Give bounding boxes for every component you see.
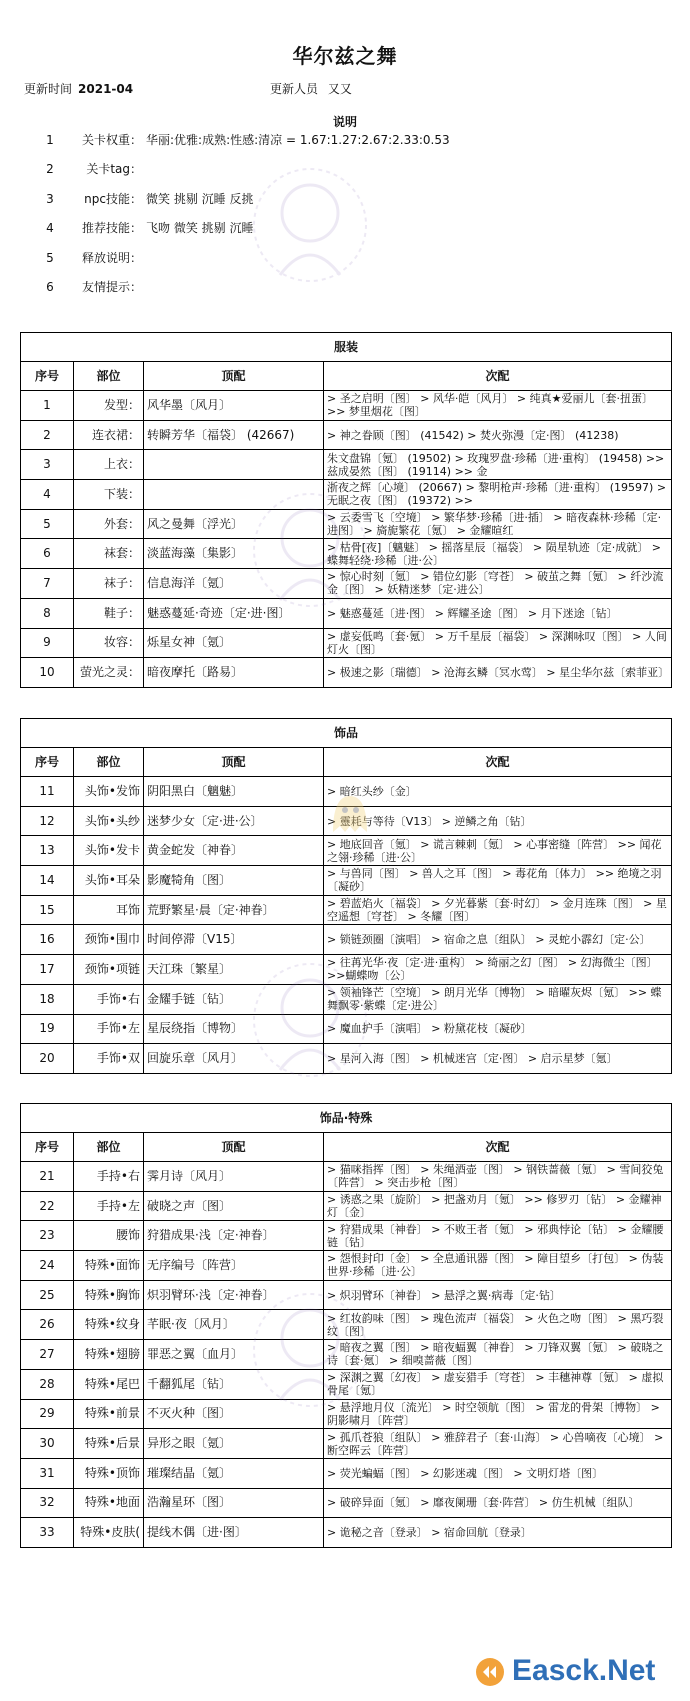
row-top-item: 提线木偶〔进·图〕	[144, 1518, 324, 1548]
table-row	[21, 1340, 672, 1370]
note-key: 友情提示：	[82, 280, 143, 294]
row-sub-items: > 悬浮地月仪〔流光〕 > 时空领航〔图〕 > 雷龙的骨架〔博物〕 > 阴影啸月〔阵营〕	[324, 1399, 672, 1429]
row-number: 29	[21, 1399, 74, 1429]
table-row	[21, 836, 672, 866]
row-top-item: 迷梦少女〔定·进·公〕	[144, 806, 324, 836]
row-number: 6	[21, 539, 74, 569]
note-row	[0, 218, 690, 238]
row-number: 1	[21, 391, 74, 421]
note-row	[0, 159, 690, 179]
table-row	[21, 1369, 672, 1399]
note-value: 华丽:优雅:成熟:性感:清凉 = 1.67:1.27:2.67:2.33:0.53	[146, 133, 450, 147]
section-caption: 饰品	[21, 719, 672, 748]
note-number: 4	[46, 221, 54, 235]
note-number: 5	[46, 251, 54, 265]
row-position: 特殊•翅膀	[74, 1340, 144, 1370]
row-position: 手饰•右	[74, 984, 144, 1014]
table-row	[21, 1044, 672, 1074]
table-row	[21, 420, 672, 450]
header-top: 顶配	[144, 748, 324, 777]
row-position: 发型：	[74, 391, 144, 421]
row-sub-items: > 枯骨[夜]〔魑魅〕 > 摇落星辰〔福袋〕 > 陨星轨迹〔定·成就〕 > 蝶舞轻绕·珍稀〔进·公〕	[324, 539, 672, 569]
row-number: 30	[21, 1429, 74, 1459]
row-number: 7	[21, 569, 74, 599]
row-position: 头饰•发卡	[74, 836, 144, 866]
row-position: 特殊•后景	[74, 1429, 144, 1459]
row-position: 手饰•双	[74, 1044, 144, 1074]
row-sub-items: > 地底回音〔氪〕 > 谎言棘刺〔氪〕 > 心事密缝〔阵营〕 >> 闻花之翎·珍稀〔进·公〕	[324, 836, 672, 866]
row-top-item: 信息海洋〔氪〕	[144, 569, 324, 599]
row-position: 特殊•尾巴	[74, 1369, 144, 1399]
row-top-item: 璀璨结晶〔氪〕	[144, 1458, 324, 1488]
row-position: 下装：	[74, 480, 144, 510]
updater	[270, 80, 352, 97]
row-top-item: 暗夜摩托〔路易〕	[144, 658, 324, 688]
row-number: 31	[21, 1458, 74, 1488]
table-row	[21, 1014, 672, 1044]
row-position: 特殊•面饰	[74, 1251, 144, 1281]
row-sub-items: > 靈耗与等待〔V13〕 > 逆鳞之角〔钻〕	[324, 806, 672, 836]
row-sub-items: > 狩猎成果〔神眷〕 > 不败王者〔氪〕 > 邪典悖论〔钻〕 > 金耀腰链〔钻〕	[324, 1221, 672, 1251]
row-number: 11	[21, 777, 74, 807]
table-row	[21, 628, 672, 658]
row-sub-items: > 暗夜之翼〔图〕 > 暗夜蝠翼〔神眷〕 > 刀锋双翼〔氪〕 > 破晓之诗〔套·氪〕 > 细嗅蔷薇〔图〕	[324, 1340, 672, 1370]
table-row	[21, 1488, 672, 1518]
row-sub-items: > 炽羽臂环〔神眷〕 > 悬浮之翼·病毒〔定·钻〕	[324, 1280, 672, 1310]
row-sub-items: > 暗红头纱〔金〕	[324, 777, 672, 807]
table-row	[21, 1162, 672, 1192]
row-number: 3	[21, 450, 74, 480]
row-sub-items: > 锁链颈圈〔演唱〕 > 宿命之息〔组队〕 > 灵蛇小霹幻〔定·公〕	[324, 925, 672, 955]
row-number: 13	[21, 836, 74, 866]
row-number: 15	[21, 895, 74, 925]
header-no: 序号	[21, 748, 74, 777]
row-number: 19	[21, 1014, 74, 1044]
row-number: 25	[21, 1280, 74, 1310]
row-position: 上衣：	[74, 450, 144, 480]
table-row	[21, 539, 672, 569]
row-sub-items: > 诱惑之果〔旋阶〕 > 把盏劝月〔氪〕 >> 修罗刃〔钻〕 > 金耀神灯〔金〕	[324, 1191, 672, 1221]
row-sub-items: > 碧蓝焰火〔福袋〕 > 夕光暮紫〔套·时幻〕 > 金月连珠〔图〕 > 星空遥想〔穹苍〕 > 冬耀〔图〕	[324, 895, 672, 925]
row-top-item: 时间停滞〔V15〕	[144, 925, 324, 955]
row-sub-items: > 云委雪飞〔空境〕 > 繁华梦·珍稀〔进·插〕 > 暗夜森林·珍稀〔定·进图〕 > 旖旎繁花〔氪〕 > 金耀暄红	[324, 509, 672, 539]
table-row	[21, 450, 672, 480]
table-row	[21, 777, 672, 807]
row-top-item: 烁星女神〔氪〕	[144, 628, 324, 658]
table-row	[21, 509, 672, 539]
row-position: 特殊•地面	[74, 1488, 144, 1518]
row-position: 特殊•顶饰	[74, 1458, 144, 1488]
row-sub-items: > 魅惑蔓延〔进·图〕 > 辉耀圣途〔图〕 > 月下迷途〔钻〕	[324, 598, 672, 628]
row-position: 头饰•发饰	[74, 777, 144, 807]
header-no: 序号	[21, 1133, 74, 1162]
row-sub-items: > 诡秘之音〔登录〕 > 宿命回航〔登录〕	[324, 1518, 672, 1548]
row-top-item: 风华墨〔风月〕	[144, 391, 324, 421]
row-top-item: 黄金蛇发〔神眷〕	[144, 836, 324, 866]
table-row	[21, 806, 672, 836]
table-row	[21, 1458, 672, 1488]
row-top-item: 风之曼舞〔浮光〕	[144, 509, 324, 539]
table-row	[21, 658, 672, 688]
note-number: 1	[46, 133, 54, 147]
row-sub-items: > 怨恨封印〔金〕 > 全息通讯器〔图〕 > 障目望乡〔打包〕 > 伪装世界·珍稀〔进·公〕	[324, 1251, 672, 1281]
row-number: 16	[21, 925, 74, 955]
note-row	[0, 130, 690, 150]
update-time-label: 更新时间	[24, 82, 73, 96]
page-title: 华尔兹之舞	[292, 44, 398, 68]
row-number: 9	[21, 628, 74, 658]
row-number: 28	[21, 1369, 74, 1399]
row-number: 12	[21, 806, 74, 836]
site-watermark-badge	[472, 1650, 677, 1694]
row-top-item: 霁月诗〔风月〕	[144, 1162, 324, 1192]
site-watermark-text: Easck.Net	[512, 1654, 656, 1687]
header-sub: 次配	[324, 362, 672, 391]
row-number: 26	[21, 1310, 74, 1340]
row-top-item: 金耀手链〔钻〕	[144, 984, 324, 1014]
row-number: 10	[21, 658, 74, 688]
row-top-item: 回旋乐章〔风月〕	[144, 1044, 324, 1074]
note-row	[0, 189, 690, 209]
row-number: 17	[21, 955, 74, 985]
row-position: 鞋子：	[74, 598, 144, 628]
row-number: 21	[21, 1162, 74, 1192]
header-sub: 次配	[324, 1133, 672, 1162]
row-position: 腰饰	[74, 1221, 144, 1251]
row-sub-items: 朱文盘锦〔氪〕 (19502) > 玫瑰罗盘·珍稀〔进·重构〕 (19458) >> 兹成晏然〔图〕 (19114) >> 金	[324, 450, 672, 480]
row-position: 颈饰•项链	[74, 955, 144, 985]
row-number: 27	[21, 1340, 74, 1370]
row-number: 4	[21, 480, 74, 510]
table-row	[21, 1518, 672, 1548]
note-key: 释放说明：	[82, 251, 143, 265]
header-pos: 部位	[74, 748, 144, 777]
table-row	[21, 1221, 672, 1251]
row-top-item: 天江珠〔繁星〕	[144, 955, 324, 985]
row-number: 32	[21, 1488, 74, 1518]
row-top-item: 阴阳黑白〔魑魅〕	[144, 777, 324, 807]
note-row	[0, 248, 690, 268]
row-sub-items: > 往苒光华·夜〔定·进·重构〕 > 绮丽之幻〔图〕 > 幻海微尘〔图〕 >>蝴蝶吻〔公〕	[324, 955, 672, 985]
table-row	[21, 925, 672, 955]
section-table	[20, 718, 672, 1074]
row-sub-items: > 圣之启明〔图〕 > 风华·皑〔风月〕 > 纯真★爱丽儿〔套·扭蛋〕 >> 梦里烟花〔图〕	[324, 391, 672, 421]
row-sub-items: > 神之眷顾〔图〕 (41542) > 焚火弥漫〔定·图〕 (41238)	[324, 420, 672, 450]
row-position: 特殊•皮肤(	[74, 1518, 144, 1548]
updater-label: 更新人员	[270, 82, 319, 96]
row-position: 手饰•左	[74, 1014, 144, 1044]
row-top-item: 破晓之声〔图〕	[144, 1191, 324, 1221]
row-sub-items: > 极速之影〔瑞德〕 > 沧海玄鳞〔冥水莺〕 > 星尘华尔兹〔索菲亚〕	[324, 658, 672, 688]
row-sub-items: > 星河入海〔图〕 > 机械迷宫〔定·图〕 > 启示星梦〔氪〕	[324, 1044, 672, 1074]
header-top: 顶配	[144, 1133, 324, 1162]
row-position: 耳饰	[74, 895, 144, 925]
row-top-item: 异形之眼〔氪〕	[144, 1429, 324, 1459]
row-position: 头饰•头纱	[74, 806, 144, 836]
note-row	[0, 277, 690, 297]
header-sub: 次配	[324, 748, 672, 777]
table-row	[21, 1310, 672, 1340]
row-top-item: 狩猎成果·浅〔定·神眷〕	[144, 1221, 324, 1251]
row-position: 外套：	[74, 509, 144, 539]
note-value: 微笑 挑剔 沉睡 反挑	[146, 192, 254, 206]
update-time	[24, 80, 133, 97]
note-number: 3	[46, 192, 54, 206]
site-logo-icon	[474, 1656, 506, 1688]
note-value: 飞吻 微笑 挑剔 沉睡	[146, 221, 254, 235]
row-top-item	[144, 450, 324, 480]
row-position: 特殊•前景	[74, 1399, 144, 1429]
note-number: 6	[46, 280, 54, 294]
row-sub-items: > 猫咪指挥〔图〕 > 朱绳酒壶〔图〕 > 钢铁蔷薇〔氪〕 > 雪间狡兔〔阵营〕 > 突击步枪〔图〕	[324, 1162, 672, 1192]
row-top-item: 千翻狐尾〔钻〕	[144, 1369, 324, 1399]
header-pos: 部位	[74, 362, 144, 391]
row-sub-items: > 惊心时刻〔氪〕 > 错位幻影〔穹苍〕 > 破茧之舞〔氪〕 > 纤沙流金〔图〕 > 妖精迷梦〔定·进公〕	[324, 569, 672, 599]
row-sub-items: > 荧光蝙蝠〔图〕 > 幻影迷魂〔图〕 > 文明灯塔〔图〕	[324, 1458, 672, 1488]
table-row	[21, 598, 672, 628]
row-position: 手持•左	[74, 1191, 144, 1221]
row-number: 20	[21, 1044, 74, 1074]
note-key: 关卡tag：	[86, 162, 142, 176]
header-pos: 部位	[74, 1133, 144, 1162]
row-number: 18	[21, 984, 74, 1014]
note-key: 关卡权重：	[82, 133, 143, 147]
table-row	[21, 391, 672, 421]
update-time-value: 2021-04	[78, 82, 134, 96]
note-key: npc技能：	[84, 192, 142, 206]
row-top-item: 浩瀚星环〔图〕	[144, 1488, 324, 1518]
row-sub-items: > 深渊之翼〔幻夜〕 > 虚妄猎手〔穹苍〕 > 丰穗神尊〔氪〕 > 虚拟骨尾〔氪〕	[324, 1369, 672, 1399]
table-row	[21, 1429, 672, 1459]
header-top: 顶配	[144, 362, 324, 391]
row-top-item: 淡蓝海藻〔集影〕	[144, 539, 324, 569]
row-number: 22	[21, 1191, 74, 1221]
row-sub-items: > 红妆韵味〔图〕 > 瑰色流声〔福袋〕 > 火色之吻〔图〕 > 黑巧裂纹〔图〕	[324, 1310, 672, 1340]
row-position: 连衣裙：	[74, 420, 144, 450]
note-key: 推荐技能：	[82, 221, 143, 235]
row-top-item	[144, 480, 324, 510]
row-sub-items: > 与兽同〔图〕 > 兽人之耳〔图〕 > 毒花角〔体力〕 >> 绝境之羽〔凝砂〕	[324, 866, 672, 896]
row-position: 颈饰•围巾	[74, 925, 144, 955]
row-top-item: 芊眠·夜〔风月〕	[144, 1310, 324, 1340]
row-top-item: 罪恶之翼〔血月〕	[144, 1340, 324, 1370]
updater-value: 又又	[327, 82, 352, 96]
row-number: 33	[21, 1518, 74, 1548]
table-row	[21, 480, 672, 510]
row-number: 2	[21, 420, 74, 450]
row-top-item: 炽羽臂环·浅〔定·神眷〕	[144, 1280, 324, 1310]
row-sub-items: > 虚妄低鸣〔套·氪〕 > 万千星辰〔福袋〕 > 深渊咏叹〔图〕 > 人间灯火〔图〕	[324, 628, 672, 658]
row-position: 特殊•纹身	[74, 1310, 144, 1340]
row-sub-items: > 领袖锋芒〔空境〕 > 朗月光华〔博物〕 > 暗曜灰烬〔氪〕 >> 蝶舞飘零·紫蝶〔定·进公〕	[324, 984, 672, 1014]
row-top-item: 荒野繁星·晨〔定·神眷〕	[144, 895, 324, 925]
table-row	[21, 984, 672, 1014]
row-top-item: 星辰绕指〔博物〕	[144, 1014, 324, 1044]
row-number: 5	[21, 509, 74, 539]
row-sub-items: > 魔血护手〔演唱〕 > 粉黛花枝〔凝砂〕	[324, 1014, 672, 1044]
row-top-item: 无序编号〔阵营〕	[144, 1251, 324, 1281]
row-number: 23	[21, 1221, 74, 1251]
row-top-item: 转瞬芳华〔福袋〕 (42667)	[144, 420, 324, 450]
header-no: 序号	[21, 362, 74, 391]
section-table	[20, 1103, 672, 1548]
row-sub-items: > 孤爪苍狼〔组队〕 > 雅辞君子〔套·山海〕 > 心兽嘀夜〔心境〕 > 断空晖云〔阵营〕	[324, 1429, 672, 1459]
section-caption: 饰品·特殊	[21, 1104, 672, 1133]
section-caption: 服装	[21, 333, 672, 362]
table-row	[21, 1191, 672, 1221]
section-table	[20, 332, 672, 688]
table-row	[21, 866, 672, 896]
table-row	[21, 569, 672, 599]
row-top-item: 魅惑蔓延·奇迹〔定·进·图〕	[144, 598, 324, 628]
note-number: 2	[46, 162, 54, 176]
table-row	[21, 1399, 672, 1429]
row-position: 妆容：	[74, 628, 144, 658]
table-row	[21, 955, 672, 985]
table-row	[21, 895, 672, 925]
row-sub-items: > 破碎异面〔氪〕 > 靡夜阑珊〔套·阵营〕 > 仿生机械〔组队〕	[324, 1488, 672, 1518]
row-position: 头饰•耳朵	[74, 866, 144, 896]
row-top-item: 不灭火种〔图〕	[144, 1399, 324, 1429]
notes-heading: 说明	[332, 115, 357, 129]
row-top-item: 影魔犄角〔图〕	[144, 866, 324, 896]
row-position: 袜套：	[74, 539, 144, 569]
row-position: 手持•右	[74, 1162, 144, 1192]
row-position: 萤光之灵：	[74, 658, 144, 688]
table-row	[21, 1251, 672, 1281]
row-number: 24	[21, 1251, 74, 1281]
row-number: 8	[21, 598, 74, 628]
row-position: 特殊•胸饰	[74, 1280, 144, 1310]
row-number: 14	[21, 866, 74, 896]
row-position: 袜子：	[74, 569, 144, 599]
table-row	[21, 1280, 672, 1310]
row-sub-items: 浙夜之辉〔心境〕 (20667) > 黎明枪声·珍稀〔进·重构〕 (19597) > 无眠之夜〔图〕 (19372) >>	[324, 480, 672, 510]
